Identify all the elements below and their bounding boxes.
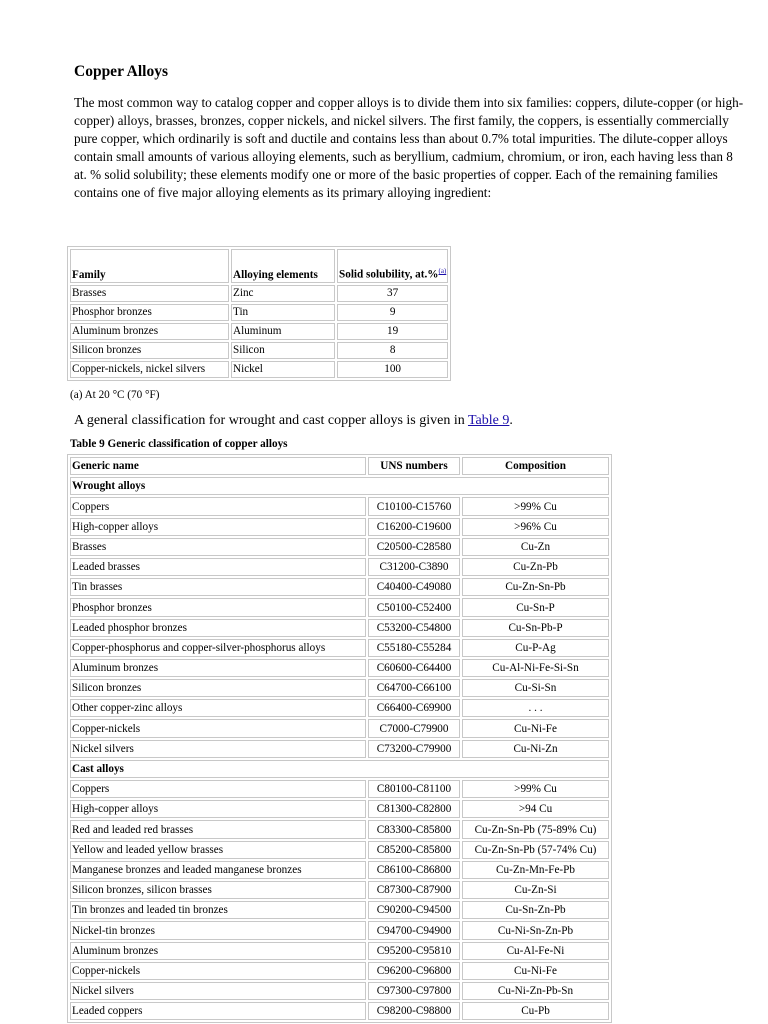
table-row <box>70 740 609 758</box>
classification-text: A general classification for wrought and cast copper alloys is given in <box>74 413 468 428</box>
composition-cell: Cu-Zn-Mn-Fe-Pb <box>462 861 609 879</box>
generic-name-cell: Other copper-zinc alloys <box>70 699 366 717</box>
table-row <box>70 942 609 960</box>
family-cell: Phosphor bronzes <box>70 304 229 321</box>
alloying-element-cell: Aluminum <box>231 323 335 340</box>
solubility-cell: 37 <box>337 285 448 302</box>
intro-paragraph: The most common way to catalog copper and copper alloys is to divide them into six families: coppers, dilute-copper (or high-copper) alloys, brasses, bronzes, copper nickels, and nickel silvers. The first family, the coppers, is essentially commercially pure copper, which ordinarily is soft and ductile and contains less than about 0.7% total impurities. The dilute-copper alloys contain small amounts of various alloying elements, such as beryllium, cadmium, chromium, or iron, each having less than 8 at. % solid solubility; these elements modify one or more of the basic properties of copper. Each of the remaining families contains one of five major alloying elements as its primary alloying ingredient: <box>74 95 744 200</box>
table-row <box>70 518 609 536</box>
generic-name-cell: Silicon bronzes, silicon brasses <box>70 881 366 899</box>
table-row <box>70 962 609 980</box>
uns-numbers-cell: C94700-C94900 <box>368 921 460 939</box>
uns-numbers-cell: C10100-C15760 <box>368 497 460 515</box>
generic-name-cell: Copper-phosphorus and copper-silver-phosphorus alloys <box>70 639 366 657</box>
generic-name-cell: Copper-nickels <box>70 719 366 737</box>
generic-name-cell: Red and leaded red brasses <box>70 820 366 838</box>
classification-sentence <box>74 412 513 430</box>
uns-numbers-cell: C87300-C87900 <box>368 881 460 899</box>
table-row <box>70 659 609 677</box>
table-row <box>70 558 609 576</box>
composition-cell: Cu-Ni-Fe <box>462 719 609 737</box>
family-cell: Silicon bronzes <box>70 342 229 359</box>
uns-numbers-cell: C95200-C95810 <box>368 942 460 960</box>
composition-cell: . . . <box>462 699 609 717</box>
table-row <box>70 699 609 717</box>
generic-name-cell: Brasses <box>70 538 366 556</box>
uns-numbers-cell: C86100-C86800 <box>368 861 460 879</box>
uns-numbers-cell: C97300-C97800 <box>368 982 460 1000</box>
uns-numbers-cell: C31200-C3890 <box>368 558 460 576</box>
header-family: Family <box>70 249 229 283</box>
footnote-a: (a) At 20 °C (70 °F) <box>70 389 160 401</box>
composition-cell: Cu-Zn-Pb <box>462 558 609 576</box>
table-9 <box>67 454 612 1023</box>
footnote-a-link[interactable]: (a) <box>438 267 447 276</box>
section-wrought-alloys <box>70 477 609 495</box>
header-composition: Composition <box>462 457 609 475</box>
table-row <box>70 497 609 515</box>
uns-numbers-cell: C80100-C81100 <box>368 780 460 798</box>
solubility-cell: 8 <box>337 342 448 359</box>
generic-name-cell: Leaded phosphor bronzes <box>70 619 366 637</box>
header-solid-solubility <box>337 249 448 283</box>
table-row <box>70 901 609 919</box>
generic-name-cell: Yellow and leaded yellow brasses <box>70 841 366 859</box>
composition-cell: >99% Cu <box>462 780 609 798</box>
uns-numbers-cell: C73200-C79900 <box>368 740 460 758</box>
table-header-row <box>70 457 609 475</box>
section-cast-alloys-label: Cast alloys <box>70 760 609 778</box>
composition-cell: Cu-Sn-Zn-Pb <box>462 901 609 919</box>
uns-numbers-cell: C96200-C96800 <box>368 962 460 980</box>
table-row <box>70 598 609 616</box>
generic-name-cell: Leaded coppers <box>70 1002 366 1020</box>
composition-cell: Cu-Ni-Zn-Pb-Sn <box>462 982 609 1000</box>
generic-name-cell: Leaded brasses <box>70 558 366 576</box>
uns-numbers-cell: C53200-C54800 <box>368 619 460 637</box>
composition-cell: Cu-Pb <box>462 1002 609 1020</box>
solubility-cell: 19 <box>337 323 448 340</box>
table-row <box>70 1002 609 1020</box>
composition-cell: Cu-Sn-Pb-P <box>462 619 609 637</box>
generic-name-cell: Coppers <box>70 497 366 515</box>
table-row <box>70 800 609 818</box>
table-row <box>70 982 609 1000</box>
uns-numbers-cell: C81300-C82800 <box>368 800 460 818</box>
table-row <box>70 820 609 838</box>
uns-numbers-cell: C50100-C52400 <box>368 598 460 616</box>
composition-cell: Cu-Si-Sn <box>462 679 609 697</box>
composition-cell: >94 Cu <box>462 800 609 818</box>
table-row <box>70 881 609 899</box>
composition-cell: Cu-Ni-Fe <box>462 962 609 980</box>
header-solid-solubility-label: Solid solubility, at.% <box>339 269 439 281</box>
composition-cell: Cu-Zn-Sn-Pb (75-89% Cu) <box>462 820 609 838</box>
composition-cell: Cu-Al-Ni-Fe-Si-Sn <box>462 659 609 677</box>
alloying-element-cell: Tin <box>231 304 335 321</box>
table-header-row <box>70 249 448 283</box>
table-row <box>70 841 609 859</box>
table-row <box>70 323 448 340</box>
uns-numbers-cell: C66400-C69900 <box>368 699 460 717</box>
generic-name-cell: Silicon bronzes <box>70 679 366 697</box>
composition-cell: >99% Cu <box>462 497 609 515</box>
generic-name-cell: Phosphor bronzes <box>70 598 366 616</box>
classification-end: . <box>509 413 513 428</box>
uns-numbers-cell: C40400-C49080 <box>368 578 460 596</box>
generic-name-cell: High-copper alloys <box>70 518 366 536</box>
family-cell: Copper-nickels, nickel silvers <box>70 361 229 378</box>
alloy-families-table <box>67 246 451 381</box>
composition-cell: Cu-Ni-Zn <box>462 740 609 758</box>
composition-cell: Cu-Zn <box>462 538 609 556</box>
composition-cell: Cu-Al-Fe-Ni <box>462 942 609 960</box>
table-row <box>70 304 448 321</box>
generic-name-cell: Copper-nickels <box>70 962 366 980</box>
table-row <box>70 361 448 378</box>
table-9-caption: Table 9 Generic classification of copper alloys <box>70 438 288 450</box>
solubility-cell: 100 <box>337 361 448 378</box>
generic-name-cell: Tin bronzes and leaded tin bronzes <box>70 901 366 919</box>
alloying-element-cell: Nickel <box>231 361 335 378</box>
alloying-element-cell: Silicon <box>231 342 335 359</box>
generic-name-cell: Aluminum bronzes <box>70 659 366 677</box>
table-row <box>70 679 609 697</box>
uns-numbers-cell: C16200-C19600 <box>368 518 460 536</box>
generic-name-cell: Coppers <box>70 780 366 798</box>
composition-cell: >96% Cu <box>462 518 609 536</box>
composition-cell: Cu-Ni-Sn-Zn-Pb <box>462 921 609 939</box>
section-cast-alloys <box>70 760 609 778</box>
uns-numbers-cell: C7000-C79900 <box>368 719 460 737</box>
uns-numbers-cell: C20500-C28580 <box>368 538 460 556</box>
header-generic-name: Generic name <box>70 457 366 475</box>
uns-numbers-cell: C98200-C98800 <box>368 1002 460 1020</box>
uns-numbers-cell: C55180-C55284 <box>368 639 460 657</box>
composition-cell: Cu-Zn-Sn-Pb (57-74% Cu) <box>462 841 609 859</box>
uns-numbers-cell: C83300-C85800 <box>368 820 460 838</box>
table-row <box>70 921 609 939</box>
table-row <box>70 342 448 359</box>
table-row <box>70 780 609 798</box>
generic-name-cell: Manganese bronzes and leaded manganese bronzes <box>70 861 366 879</box>
table-row <box>70 719 609 737</box>
family-cell: Aluminum bronzes <box>70 323 229 340</box>
composition-cell: Cu-Zn-Sn-Pb <box>462 578 609 596</box>
table-row <box>70 639 609 657</box>
table-row <box>70 578 609 596</box>
generic-name-cell: Nickel silvers <box>70 740 366 758</box>
header-alloying-elements: Alloying elements <box>231 249 335 283</box>
generic-name-cell: Tin brasses <box>70 578 366 596</box>
generic-name-cell: Aluminum bronzes <box>70 942 366 960</box>
table-row <box>70 861 609 879</box>
composition-cell: Cu-P-Ag <box>462 639 609 657</box>
table-row <box>70 619 609 637</box>
table-row <box>70 538 609 556</box>
alloying-element-cell: Zinc <box>231 285 335 302</box>
family-cell: Brasses <box>70 285 229 302</box>
table-row <box>70 285 448 302</box>
generic-name-cell: High-copper alloys <box>70 800 366 818</box>
solubility-cell: 9 <box>337 304 448 321</box>
uns-numbers-cell: C85200-C85800 <box>368 841 460 859</box>
page-title: Copper Alloys <box>74 63 169 80</box>
generic-name-cell: Nickel-tin bronzes <box>70 921 366 939</box>
uns-numbers-cell: C90200-C94500 <box>368 901 460 919</box>
section-wrought-alloys-label: Wrought alloys <box>70 477 609 495</box>
uns-numbers-cell: C60600-C64400 <box>368 659 460 677</box>
generic-name-cell: Nickel silvers <box>70 982 366 1000</box>
header-uns-numbers: UNS numbers <box>368 457 460 475</box>
composition-cell: Cu-Zn-Si <box>462 881 609 899</box>
uns-numbers-cell: C64700-C66100 <box>368 679 460 697</box>
table-9-link[interactable]: Table 9 <box>467 413 510 428</box>
composition-cell: Cu-Sn-P <box>462 598 609 616</box>
